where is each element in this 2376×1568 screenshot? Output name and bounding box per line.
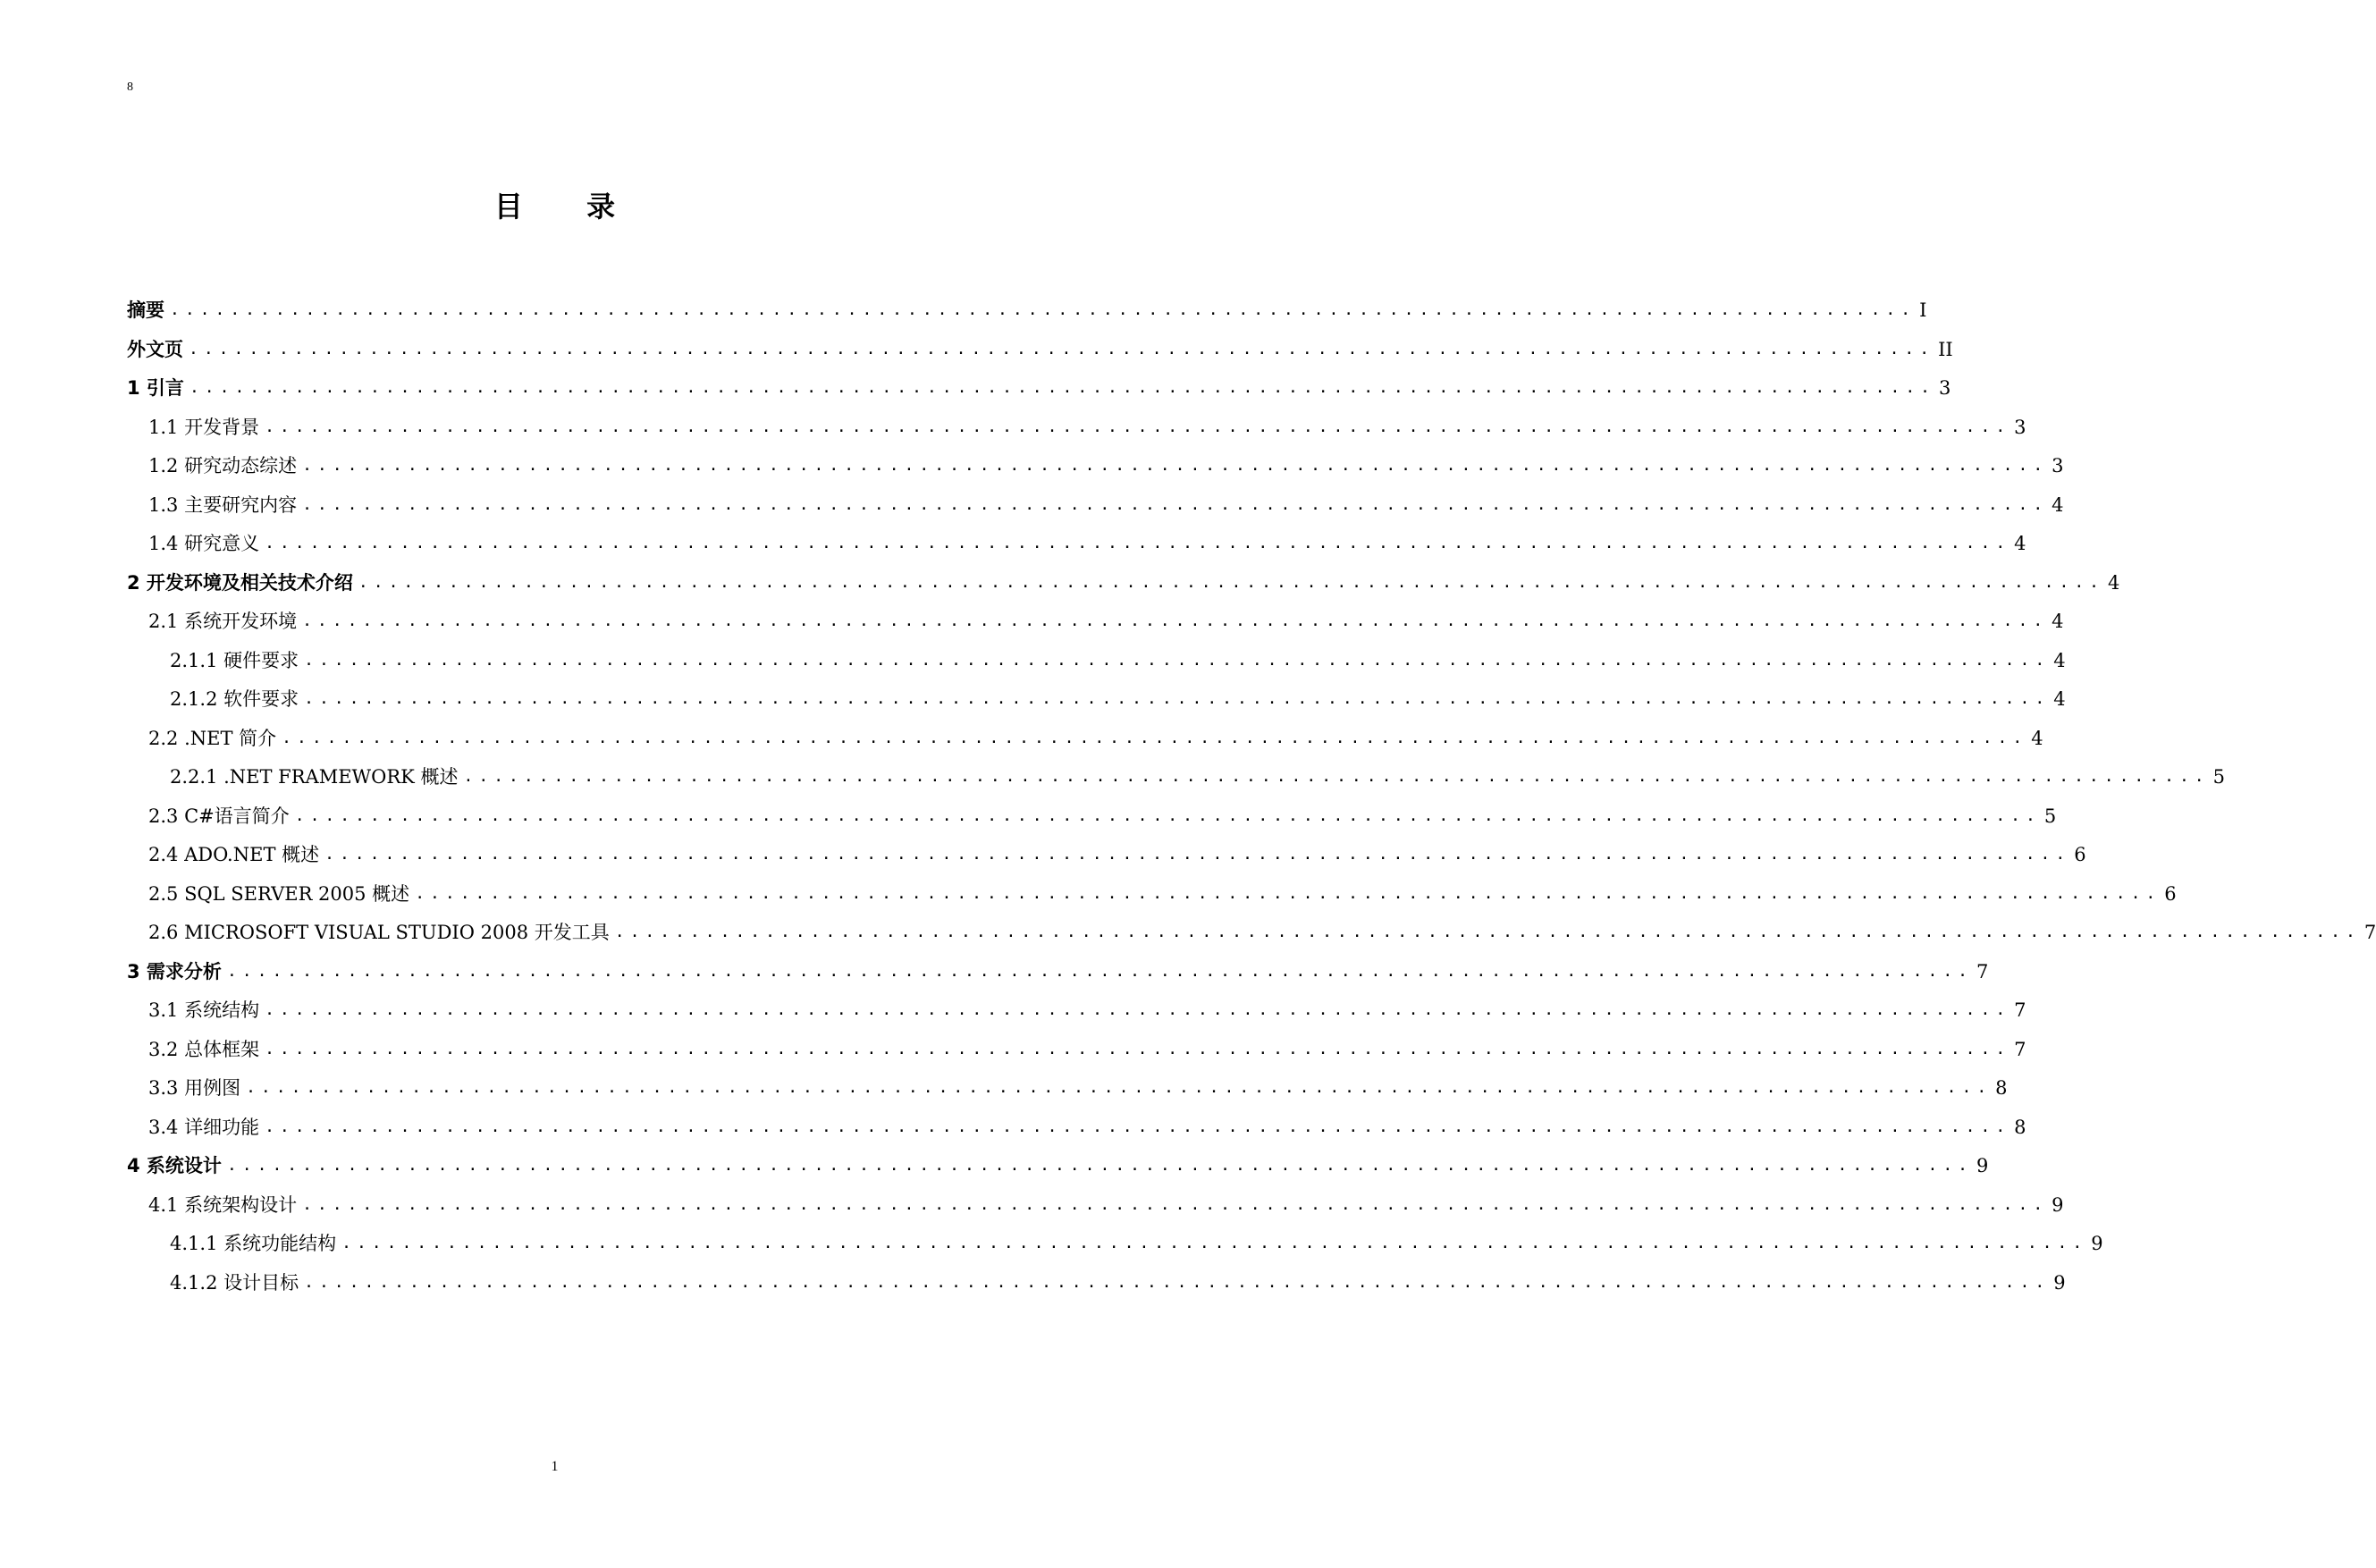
dot-leader: ....................................................................................................................	[358, 572, 2105, 592]
toc-entry[interactable]	[127, 1034, 2026, 1065]
toc-entry[interactable]	[127, 645, 2066, 676]
dot-leader: ....................................................................................................................	[246, 1078, 1993, 1097]
toc-entry-label: 4.1.1 系统功能结构	[170, 1233, 337, 1254]
toc-entry-page: 7	[2014, 999, 2026, 1021]
toc-entry-page: 9	[1976, 1155, 1989, 1176]
toc-entry[interactable]	[127, 1228, 2103, 1259]
toc-entry-label: 1.1 开发背景	[148, 416, 260, 438]
dot-leader: ....................................................................................................................	[304, 689, 2051, 708]
toc-entry[interactable]	[127, 917, 2376, 948]
toc-entry-page: 4	[2031, 727, 2043, 749]
dot-leader: ....................................................................................................................	[302, 456, 2049, 475]
toc-entry-page: 3	[1939, 377, 1951, 399]
toc-entry[interactable]	[127, 839, 2086, 870]
dot-leader: ....................................................................................................................	[302, 1194, 2049, 1214]
toc-entry-page: 9	[2091, 1233, 2103, 1254]
toc-entry[interactable]	[127, 528, 2026, 559]
toc-entry[interactable]	[127, 568, 2120, 598]
toc-entry-page: 7	[1976, 960, 1989, 982]
toc-entry-page: I	[1919, 299, 1927, 321]
toc-entry-page: 4	[2052, 493, 2064, 516]
toc-entry[interactable]	[127, 957, 1989, 987]
toc-entry-page: 5	[2043, 805, 2057, 827]
toc-entry-page: 9	[2053, 1271, 2066, 1294]
toc-entry[interactable]	[127, 995, 2026, 1025]
toc-entry-page: 7	[2363, 922, 2376, 943]
toc-entry-label: 3 需求分析	[127, 960, 222, 982]
toc-entry[interactable]	[127, 295, 1927, 325]
toc-entry[interactable]	[127, 723, 2043, 754]
toc-entry-label: 1.2 研究动态综述	[148, 455, 298, 476]
dot-leader: ....................................................................................................................	[304, 1272, 2051, 1292]
dot-leader: ....................................................................................................................	[341, 1234, 2088, 1252]
toc-entry-label: 外文页	[127, 338, 183, 360]
toc-entry-page: 7	[2014, 1038, 2026, 1060]
toc-entry[interactable]	[127, 373, 1951, 403]
toc-entry-label: 1 引言	[127, 377, 184, 399]
toc-entry[interactable]	[127, 1190, 2064, 1220]
toc-entry-label: 2.1.2 软件要求	[170, 688, 299, 710]
dot-leader: ....................................................................................................................	[170, 300, 1917, 319]
toc-entry-label: 3.1 系统结构	[148, 999, 260, 1021]
toc-entry[interactable]	[127, 684, 2066, 714]
toc-entry[interactable]	[127, 879, 2177, 909]
toc-entry[interactable]	[127, 334, 1953, 365]
dot-leader: ....................................................................................................................	[302, 611, 2049, 630]
toc-entry[interactable]	[127, 1268, 2066, 1298]
toc-entry[interactable]	[127, 490, 2064, 520]
dot-leader: ....................................................................................................................	[265, 1039, 2011, 1058]
toc-entry-page: 5	[2212, 766, 2225, 788]
toc-entry-label: 2.1 系统开发环境	[148, 611, 298, 632]
dot-leader: ....................................................................................................................	[614, 923, 2361, 941]
toc-entry-page: 6	[2164, 882, 2177, 905]
toc-entry-page: 6	[2074, 844, 2086, 865]
dot-leader: ....................................................................................................................	[226, 1156, 1974, 1175]
footer-page-number: 1	[551, 1459, 559, 1474]
dot-leader: ....................................................................................................................	[226, 961, 1974, 981]
header-page-marker: 8	[127, 80, 133, 94]
toc-entry-label: 1.3 主要研究内容	[148, 493, 298, 516]
dot-leader: ....................................................................................................................	[463, 767, 2210, 786]
toc-entry-label: 摘要	[127, 299, 164, 321]
toc-entry-page: 4	[2052, 611, 2064, 632]
toc-entry-label: 2.4 ADO.NET 概述	[148, 844, 320, 865]
toc-entry-label: 3.3 用例图	[148, 1077, 241, 1099]
toc-entry-label: 2.1.1 硬件要求	[170, 649, 299, 671]
toc-entry-label: 2.2.1 .NET FRAMEWORK 概述	[170, 766, 459, 788]
toc-entry-label: 4 系统设计	[127, 1155, 222, 1176]
dot-leader: ....................................................................................................................	[265, 1000, 2011, 1019]
dot-leader: ....................................................................................................................	[304, 650, 2051, 670]
toc-entry[interactable]	[127, 1151, 1989, 1181]
toc-entry[interactable]	[127, 1112, 2026, 1142]
toc-title: 目 录	[493, 190, 643, 223]
toc-entry-label: 2.6 MICROSOFT VISUAL STUDIO 2008 开发工具	[148, 922, 610, 943]
toc-entry-label: 2.5 SQL SERVER 2005 概述	[148, 882, 410, 905]
toc-entry-page: 4	[2108, 571, 2120, 594]
dot-leader: ....................................................................................................................	[189, 339, 1935, 358]
toc-entry-label: 2.2 .NET 简介	[148, 727, 277, 749]
toc-entry-page: 4	[2014, 533, 2026, 554]
toc-entry-page: 3	[2052, 455, 2064, 476]
toc-entry[interactable]	[127, 801, 2057, 831]
dot-leader: ....................................................................................................................	[415, 883, 2161, 903]
toc-entry[interactable]	[127, 412, 2026, 443]
toc-entry-page: 8	[1995, 1077, 2008, 1099]
toc-entry-label: 2.3 C#语言简介	[148, 805, 290, 827]
toc-entry-label: 3.2 总体框架	[148, 1038, 260, 1060]
dot-leader: ....................................................................................................................	[302, 494, 2049, 514]
toc-entry-page: 8	[2014, 1116, 2026, 1138]
dot-leader: ....................................................................................................................	[189, 378, 1936, 397]
dot-leader: ....................................................................................................................	[282, 728, 2028, 747]
toc-entry-page: II	[1938, 338, 1953, 360]
toc-entry[interactable]	[127, 1073, 2008, 1103]
toc-entry-page: 4	[2053, 649, 2066, 671]
dot-leader: ....................................................................................................................	[265, 417, 2011, 436]
toc-entry-page: 3	[2014, 416, 2026, 438]
toc-entry-label: 1.4 研究意义	[148, 533, 260, 554]
toc-entry[interactable]	[127, 762, 2225, 792]
toc-entry[interactable]	[127, 606, 2064, 636]
dot-leader: ....................................................................................................................	[294, 805, 2041, 825]
toc-entry-page: 4	[2053, 688, 2066, 710]
dot-leader: ....................................................................................................................	[265, 534, 2011, 552]
toc-entry-label: 3.4 详细功能	[148, 1116, 260, 1138]
dot-leader: ....................................................................................................................	[324, 845, 2071, 864]
toc-entry-label: 2 开发环境及相关技术介绍	[127, 571, 353, 594]
dot-leader: ....................................................................................................................	[265, 1117, 2011, 1136]
toc-entry-label: 4.1.2 设计目标	[170, 1271, 299, 1294]
toc-entry-page: 9	[2052, 1193, 2064, 1216]
toc-entry-label: 4.1 系统架构设计	[148, 1193, 298, 1216]
toc-entry[interactable]	[127, 451, 2064, 481]
